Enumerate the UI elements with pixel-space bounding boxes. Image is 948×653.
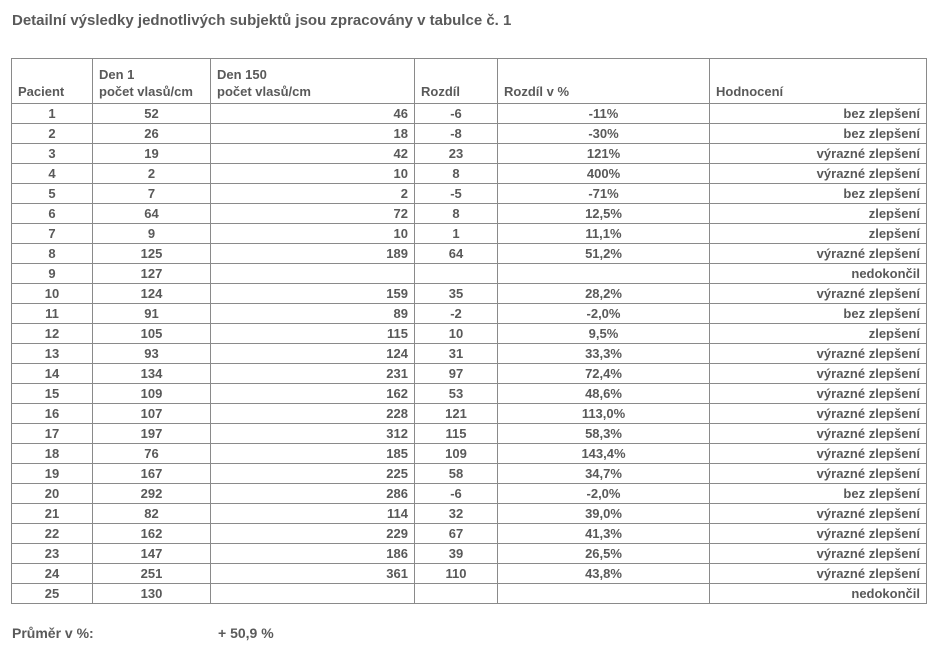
table-row [12,564,927,584]
cell-hodnoceni: nedokončil [710,584,927,604]
cell-den-150: 2 [211,184,415,204]
cell-rozdil-procent: 58,3% [498,424,710,444]
cell-den-150: 115 [211,324,415,344]
cell-pacient: 23 [12,544,93,564]
cell-pacient: 19 [12,464,93,484]
cell-den-150: 312 [211,424,415,444]
cell-den-150: 228 [211,404,415,424]
cell-den-1: 127 [93,264,211,284]
cell-hodnoceni: bez zlepšení [710,184,927,204]
cell-hodnoceni: výrazné zlepšení [710,444,927,464]
cell-pacient: 16 [12,404,93,424]
cell-rozdil-procent [498,264,710,284]
cell-den-1: 105 [93,324,211,344]
cell-pacient: 18 [12,444,93,464]
cell-pacient: 12 [12,324,93,344]
cell-pacient: 1 [12,104,93,124]
table-row [12,144,927,164]
cell-rozdil-procent: 11,1% [498,224,710,244]
cell-den-150: 72 [211,204,415,224]
cell-rozdil-procent: 43,8% [498,564,710,584]
cell-pacient: 11 [12,304,93,324]
cell-den-1: 124 [93,284,211,304]
average-label: Průměr v %: [12,625,94,641]
cell-rozdil: 1 [415,224,498,244]
header-rozdil-procent: Rozdíl v % [498,59,710,104]
cell-rozdil: -6 [415,484,498,504]
table-row [12,124,927,144]
cell-den-1: 52 [93,104,211,124]
cell-rozdil-procent: 51,2% [498,244,710,264]
cell-hodnoceni: výrazné zlepšení [710,384,927,404]
cell-rozdil: 110 [415,564,498,584]
cell-hodnoceni: zlepšení [710,224,927,244]
header-rozdil: Rozdíl [415,59,498,104]
table-row [12,504,927,524]
cell-hodnoceni: výrazné zlepšení [710,544,927,564]
table-row [12,544,927,564]
cell-rozdil: 23 [415,144,498,164]
cell-rozdil: -2 [415,304,498,324]
cell-pacient: 24 [12,564,93,584]
cell-pacient: 9 [12,264,93,284]
cell-rozdil [415,264,498,284]
table-row [12,584,927,604]
results-table [11,58,927,604]
cell-hodnoceni: výrazné zlepšení [710,284,927,304]
cell-den-1: 167 [93,464,211,484]
cell-rozdil-procent: 143,4% [498,444,710,464]
table-row [12,404,927,424]
cell-pacient: 22 [12,524,93,544]
header-hodnoceni: Hodnocení [710,59,927,104]
cell-den-1: 125 [93,244,211,264]
cell-den-1: 64 [93,204,211,224]
cell-rozdil: 64 [415,244,498,264]
cell-hodnoceni: výrazné zlepšení [710,344,927,364]
cell-rozdil-procent: 34,7% [498,464,710,484]
cell-den-150 [211,264,415,284]
cell-rozdil: -5 [415,184,498,204]
cell-rozdil-procent: 9,5% [498,324,710,344]
cell-den-150: 42 [211,144,415,164]
cell-hodnoceni: výrazné zlepšení [710,364,927,384]
cell-pacient: 8 [12,244,93,264]
cell-rozdil: 67 [415,524,498,544]
cell-rozdil-procent: -2,0% [498,484,710,504]
table-body [12,104,927,604]
cell-den-1: 82 [93,504,211,524]
table-row [12,444,927,464]
table-row [12,384,927,404]
cell-rozdil: -8 [415,124,498,144]
cell-den-1: 7 [93,184,211,204]
table-row [12,304,927,324]
average-value: + 50,9 % [218,625,274,641]
cell-rozdil-procent: -71% [498,184,710,204]
cell-rozdil: 121 [415,404,498,424]
table-row [12,344,927,364]
cell-rozdil: 109 [415,444,498,464]
table-row [12,224,927,244]
cell-rozdil: 8 [415,204,498,224]
header-den-150: Den 150 počet vlasů/cm [211,59,415,104]
cell-den-150: 189 [211,244,415,264]
average-summary [12,625,274,641]
table-row [12,364,927,384]
cell-rozdil-procent: 12,5% [498,204,710,224]
table-header-row [12,59,927,104]
cell-den-1: 26 [93,124,211,144]
cell-den-150: 186 [211,544,415,564]
cell-rozdil-procent: 41,3% [498,524,710,544]
cell-rozdil [415,584,498,604]
header-den-1: Den 1 počet vlasů/cm [93,59,211,104]
cell-den-1: 162 [93,524,211,544]
cell-rozdil-procent: -2,0% [498,304,710,324]
cell-hodnoceni: výrazné zlepšení [710,524,927,544]
cell-hodnoceni: zlepšení [710,204,927,224]
cell-hodnoceni: nedokončil [710,264,927,284]
table-row [12,244,927,264]
cell-hodnoceni: bez zlepšení [710,304,927,324]
cell-den-150: 10 [211,224,415,244]
cell-hodnoceni: bez zlepšení [710,124,927,144]
cell-den-150: 231 [211,364,415,384]
cell-rozdil-procent: 28,2% [498,284,710,304]
cell-pacient: 4 [12,164,93,184]
cell-hodnoceni: bez zlepšení [710,484,927,504]
cell-hodnoceni: výrazné zlepšení [710,504,927,524]
cell-den-150: 159 [211,284,415,304]
cell-pacient: 15 [12,384,93,404]
cell-rozdil-procent: -11% [498,104,710,124]
table-row [12,524,927,544]
cell-den-150: 225 [211,464,415,484]
cell-rozdil-procent: 26,5% [498,544,710,564]
cell-rozdil-procent: 72,4% [498,364,710,384]
cell-hodnoceni: výrazné zlepšení [710,404,927,424]
cell-den-1: 134 [93,364,211,384]
table-row [12,164,927,184]
cell-den-150: 185 [211,444,415,464]
table-row [12,284,927,304]
cell-den-150: 114 [211,504,415,524]
cell-hodnoceni: výrazné zlepšení [710,464,927,484]
cell-pacient: 20 [12,484,93,504]
cell-hodnoceni: výrazné zlepšení [710,424,927,444]
cell-rozdil-procent: 113,0% [498,404,710,424]
cell-den-150: 10 [211,164,415,184]
table-row [12,324,927,344]
cell-hodnoceni: bez zlepšení [710,104,927,124]
cell-hodnoceni: výrazné zlepšení [710,564,927,584]
cell-pacient: 7 [12,224,93,244]
table-row [12,264,927,284]
table-row [12,204,927,224]
cell-rozdil-procent: 121% [498,144,710,164]
cell-rozdil: 31 [415,344,498,364]
cell-den-1: 91 [93,304,211,324]
cell-rozdil-procent: 39,0% [498,504,710,524]
cell-pacient: 17 [12,424,93,444]
cell-pacient: 21 [12,504,93,524]
cell-den-1: 2 [93,164,211,184]
page-title: Detailní výsledky jednotlivých subjektů jsou zpracovány v tabulce č. 1 [12,12,512,29]
cell-rozdil-procent: 400% [498,164,710,184]
cell-hodnoceni: výrazné zlepšení [710,144,927,164]
cell-den-1: 197 [93,424,211,444]
cell-den-1: 9 [93,224,211,244]
cell-den-1: 130 [93,584,211,604]
cell-rozdil-procent [498,584,710,604]
cell-den-150: 18 [211,124,415,144]
cell-pacient: 3 [12,144,93,164]
cell-den-150: 286 [211,484,415,504]
cell-rozdil-procent: 48,6% [498,384,710,404]
cell-rozdil: 53 [415,384,498,404]
cell-den-1: 109 [93,384,211,404]
cell-den-1: 107 [93,404,211,424]
cell-hodnoceni: výrazné zlepšení [710,244,927,264]
cell-rozdil: 32 [415,504,498,524]
cell-pacient: 2 [12,124,93,144]
cell-den-1: 292 [93,484,211,504]
cell-den-1: 93 [93,344,211,364]
cell-den-150 [211,584,415,604]
cell-rozdil: 8 [415,164,498,184]
table-row [12,104,927,124]
cell-pacient: 14 [12,364,93,384]
cell-den-150: 229 [211,524,415,544]
table-row [12,184,927,204]
cell-rozdil: 115 [415,424,498,444]
cell-rozdil-procent: 33,3% [498,344,710,364]
cell-den-150: 89 [211,304,415,324]
cell-rozdil: 35 [415,284,498,304]
cell-rozdil: -6 [415,104,498,124]
cell-den-1: 251 [93,564,211,584]
cell-rozdil: 39 [415,544,498,564]
cell-den-150: 46 [211,104,415,124]
cell-den-1: 147 [93,544,211,564]
table-row [12,484,927,504]
cell-pacient: 10 [12,284,93,304]
cell-pacient: 6 [12,204,93,224]
cell-hodnoceni: zlepšení [710,324,927,344]
cell-den-1: 19 [93,144,211,164]
cell-rozdil: 58 [415,464,498,484]
table-row [12,424,927,444]
cell-rozdil: 10 [415,324,498,344]
cell-den-150: 361 [211,564,415,584]
cell-den-150: 124 [211,344,415,364]
cell-hodnoceni: výrazné zlepšení [710,164,927,184]
table-row [12,464,927,484]
cell-den-1: 76 [93,444,211,464]
cell-pacient: 5 [12,184,93,204]
cell-pacient: 13 [12,344,93,364]
cell-rozdil: 97 [415,364,498,384]
cell-den-150: 162 [211,384,415,404]
cell-rozdil-procent: -30% [498,124,710,144]
cell-pacient: 25 [12,584,93,604]
header-pacient: Pacient [12,59,93,104]
